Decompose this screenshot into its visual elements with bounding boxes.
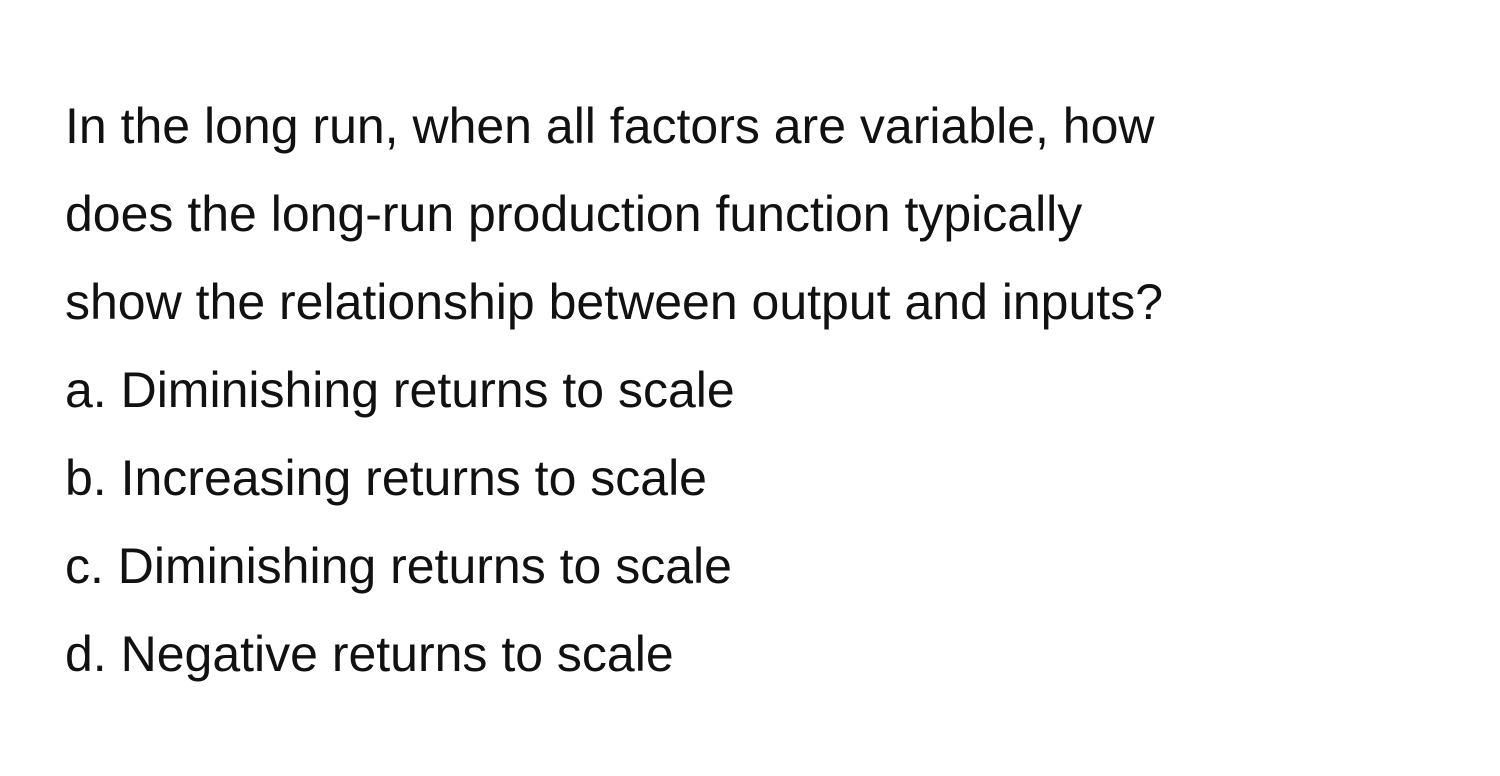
question-text-line-3: show the relationship between output and inputs? [65,274,1163,330]
question-text-line-1: In the long run, when all factors are variable, how [65,98,1155,154]
question-text-line-2: does the long-run production function typically [65,186,1083,242]
option-d: d. Negative returns to scale [65,626,674,682]
option-b: b. Increasing returns to scale [65,450,707,506]
option-a: a. Diminishing returns to scale [65,362,735,418]
question-block [65,82,1465,698]
option-c: c. Diminishing returns to scale [65,538,732,594]
